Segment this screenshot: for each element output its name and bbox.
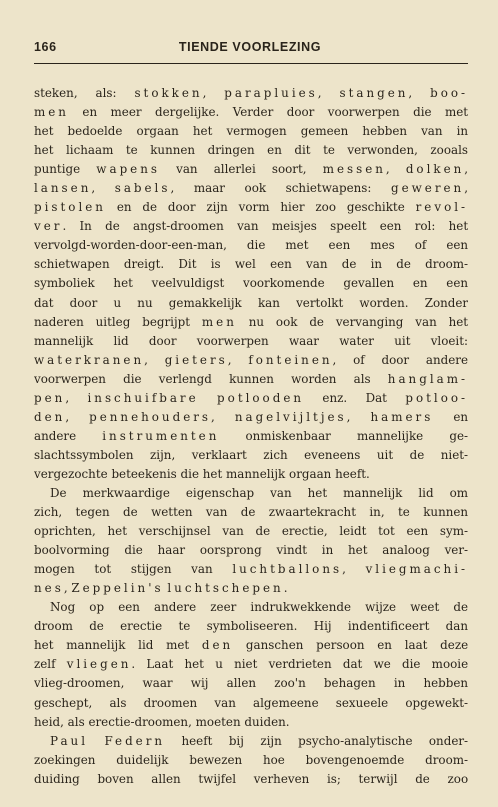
text-line: pistolen en de door zijn vorm hier zoo geschikte revol- [34,200,468,215]
text-line: mogen tot stijgen van luchtballons, vliegmachi- [34,562,468,577]
text-line: dat door u nu gemakkelijk kan vertolkt worden. Zonder [34,295,468,310]
text-line: ver. In de angst-droomen van meisjes speelt een rol: het [34,219,468,234]
text-line: het lichaam te kunnen dringen en dit te verwonden, zooals [34,143,468,158]
text-line: vlieg-droomen, waar wij allen zoo'n behagen in hebben [34,676,468,691]
text-line: zoekingen duidelijk bewezen hoe bovengenoemde droom- [34,752,468,767]
page-number: 166 [34,40,57,54]
text-line: lansen, sabels, maar ook schietwapens: geweren, [34,181,468,196]
text-line: geschept, als droomen van algemeene sexueele opgewekt- [34,695,468,710]
text-line: voorwerpen die verlengd kunnen worden als hanglam- [34,371,468,386]
text-line: men en meer dergelijke. Verder door voorwerpen die met [34,105,468,120]
body-text [34,84,468,789]
text-line: het mannelijk lid met den ganschen persoon en laat deze [34,638,468,653]
text-line: Paul Federn heeft bij zijn psycho-analytische onder- [50,733,468,748]
text-line: pen, inschuifbare potlooden enz. Dat potloo- [34,390,468,405]
text-line: steken, als: stokken, parapluies, stangen, boo- [34,86,468,100]
text-line: boolvorming die haar oorsprong vindt in het analoog ver- [34,543,468,558]
text-line: vergezochte beteekenis die het mannelijk orgaan heeft. [34,466,370,481]
text-line: puntige wapens van allerlei soort, messen, dolken, [34,162,468,177]
text-line: De merkwaardige eigenschap van het mannelijk lid om [50,485,468,500]
text-line: het bedoelde orgaan het vermogen gemeen hebben van in [34,124,468,139]
text-line: den, pennehouders, nagelvijltjes, hamers en [34,409,468,424]
text-line: slachtssymbolen zijn, verklaart zich eveneens uit de niet- [34,447,468,462]
text-line: oprichten, het verschijnsel van de erectie, leidt tot een sym- [34,524,468,539]
text-line: vervolgd-worden-door-een-man, die met een mes of een [34,238,468,253]
text-line: waterkranen, gieters, fonteinen, of door andere [34,352,468,367]
text-line: Nog op een andere zeer indrukwekkende wijze weet de [50,600,468,615]
text-line: heid, als erectie-droomen, moeten duiden. [34,714,290,729]
text-line: schietwapen dreigt. Dit is wel een van de in de droom- [34,257,468,272]
text-line: zelf vliegen. Laat het u niet verdrieten dat we die mooie [34,657,468,672]
text-line: symboliek het veelvuldigst voorkomende gevallen en een [34,276,468,291]
text-line: droom de erectie te symboliseeren. Hij indentificeert dan [34,619,468,634]
text-line: naderen uitleg begrijpt men nu ook de vervanging van het [34,314,468,329]
text-line: andere instrumenten onmiskenbaar mannelijke ge- [34,428,468,443]
page-header [34,40,466,58]
running-head: TIENDE VOORLEZING [178,40,322,54]
text-line: duiding boven allen twijfel verheven is; terwijl de zoo [34,771,468,786]
text-line: zich, tegen de wetten van de zwaartekracht in, te kunnen [34,505,468,520]
text-line: mannelijk lid door voorwerpen waar water uit vloeit: [34,333,468,348]
text-line: nes, Zeppelin's luchtschepen. [34,581,288,596]
header-rule [34,63,468,64]
